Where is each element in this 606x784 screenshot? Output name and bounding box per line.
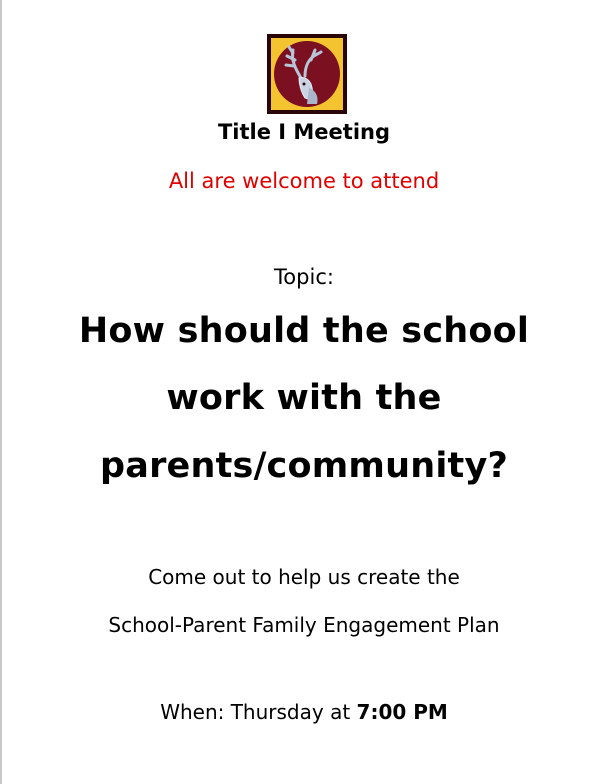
body-line-1: Come out to help us create the — [148, 565, 460, 589]
welcome-subtitle: All are welcome to attend — [168, 169, 440, 193]
topic-question-line-2: work with the — [166, 378, 442, 418]
when-prefix: When: Thursday at — [160, 700, 357, 724]
topic-label: Topic: — [274, 265, 334, 289]
topic-question-line-1: How should the school — [78, 311, 530, 351]
meeting-when — [2, 700, 606, 724]
when-time: 7:00 PM — [356, 700, 448, 724]
school-logo — [267, 34, 347, 114]
meeting-title: Title I Meeting — [217, 120, 391, 144]
flyer-page — [2, 0, 606, 784]
reindeer-logo-icon — [271, 38, 343, 110]
body-line-2: School-Parent Family Engagement Plan — [108, 613, 500, 637]
topic-question-line-3: parents/community? — [100, 446, 508, 486]
